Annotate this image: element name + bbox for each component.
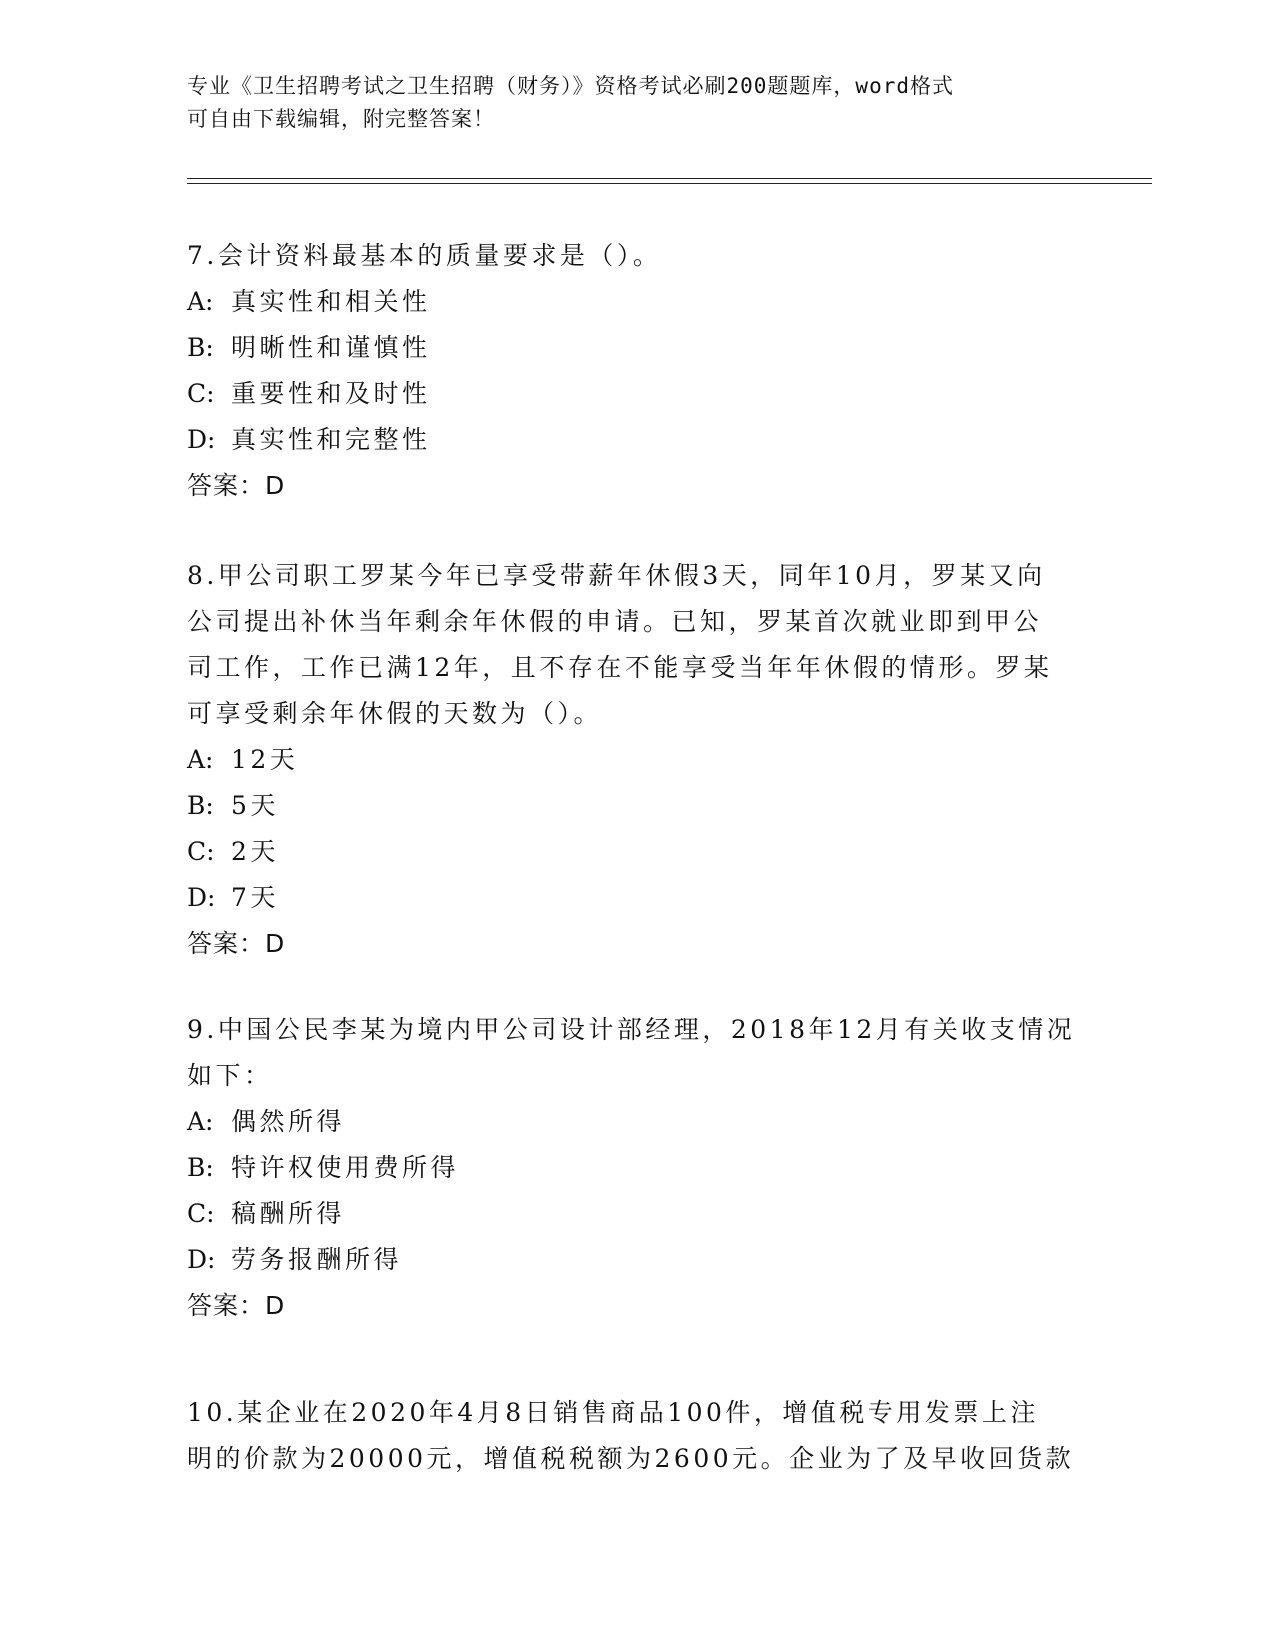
answer: 答案：D (187, 471, 286, 500)
option-text: 7天 (231, 883, 279, 912)
option-d (187, 1237, 1087, 1283)
option-b (187, 783, 1087, 829)
option-text: 5天 (231, 791, 279, 820)
question-stem-line: 司工作，工作已满12年，且不存在不能享受当年年休假的情形。罗某 (187, 653, 1053, 682)
option-a (187, 1099, 1087, 1145)
option-b (187, 1145, 1087, 1191)
option-text: 劳务报酬所得 (231, 1245, 403, 1274)
header-divider-top (187, 178, 1152, 179)
option-text: 12天 (231, 745, 299, 774)
question-9 (187, 1007, 1087, 1329)
option-d (187, 417, 1087, 463)
option-letter: B: (187, 1153, 214, 1182)
option-text: 偶然所得 (231, 1107, 346, 1136)
question-stem-line: 明的价款为20000元，增值税税额为2600元。企业为了及早收回货款 (187, 1444, 1075, 1473)
option-text: 真实性和相关性 (231, 287, 431, 316)
question-stem-line: 如下： (187, 1061, 273, 1090)
header-line-2: 可自由下载编辑，附完整答案！ (187, 107, 495, 131)
question-stem: 7.会计资料最基本的质量要求是（）。 (187, 241, 662, 270)
option-c (187, 1191, 1087, 1237)
option-letter: D: (187, 1245, 216, 1274)
option-d (187, 875, 1087, 921)
question-stem-line: 可享受剩余年休假的天数为（）。 (187, 699, 603, 728)
question-stem-line: 9.中国公民李某为境内甲公司设计部经理，2018年12月有关收支情况 (187, 1015, 1076, 1044)
option-text: 特许权使用费所得 (231, 1153, 460, 1182)
question-10 (187, 1390, 1087, 1482)
option-letter: A: (187, 1107, 214, 1136)
header-line-1: 专业《卫生招聘考试之卫生招聘（财务）》资格考试必刷200题题库，word格式 (187, 74, 954, 98)
option-letter: A: (187, 287, 214, 316)
option-letter: C: (187, 1199, 215, 1228)
question-7 (187, 233, 1087, 509)
answer: 答案：D (187, 929, 286, 958)
option-a (187, 737, 1087, 783)
option-letter: B: (187, 791, 214, 820)
option-letter: A: (187, 745, 214, 774)
option-text: 真实性和完整性 (231, 425, 431, 454)
option-text: 重要性和及时性 (231, 379, 431, 408)
document-header (187, 70, 1067, 136)
option-letter: C: (187, 379, 215, 408)
option-text: 稿酬所得 (231, 1199, 346, 1228)
question-stem-line: 8.甲公司职工罗某今年已享受带薪年休假3天，同年10月，罗某又向 (187, 561, 1046, 590)
option-text: 2天 (231, 837, 279, 866)
question-stem-line: 10.某企业在2020年4月8日销售商品100件，增值税专用发票上注 (187, 1398, 1039, 1427)
answer: 答案：D (187, 1291, 286, 1320)
option-text: 明晰性和谨慎性 (231, 333, 431, 362)
option-letter: D: (187, 425, 216, 454)
option-a (187, 279, 1087, 325)
option-c (187, 829, 1087, 875)
question-8 (187, 553, 1087, 967)
option-c (187, 371, 1087, 417)
option-letter: B: (187, 333, 214, 362)
option-letter: C: (187, 837, 215, 866)
option-b (187, 325, 1087, 371)
question-stem-line: 公司提出补休当年剩余年休假的申请。已知，罗某首次就业即到甲公 (187, 607, 1043, 636)
header-divider-bottom (187, 183, 1152, 184)
option-letter: D: (187, 883, 216, 912)
